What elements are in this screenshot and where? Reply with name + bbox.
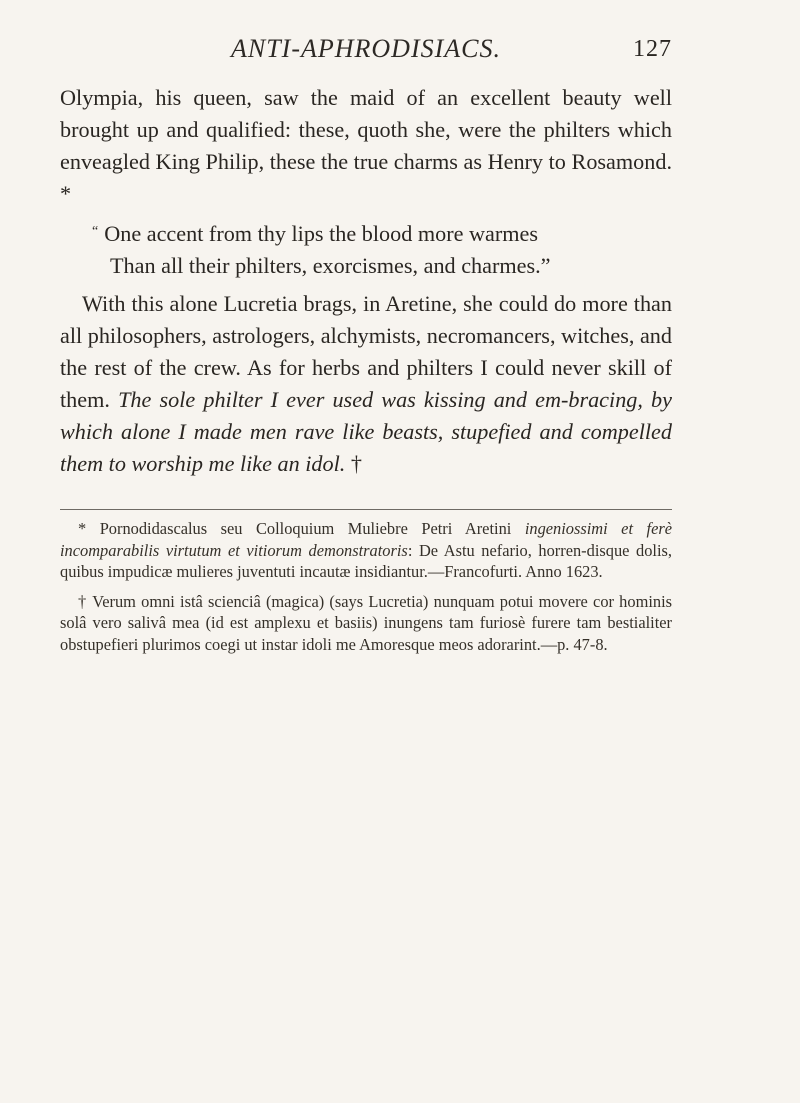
footnote-1-italic: ingeniossimi et ferè incomparabilis virtutum et vitiorum demonstratoris (60, 519, 672, 560)
paragraph-olympia: Olympia, his queen, saw the maid of an excellent beauty well brought up and qualified: these, quoth she, were the philters which enveagled King Philip, these the true charms as Henry to Rosamond. * (60, 85, 672, 206)
page-header (60, 28, 672, 68)
footnote-1 (60, 518, 672, 583)
page-number: 127 (633, 36, 672, 62)
paragraph-lucretia-roman: With this alone Lucretia brags, in Aretine, she could do more than all philosophers, astrologers, alchymists, necromancers, witches, and the rest of the crew. As for herbs and philters I could never skill of them. (60, 291, 672, 412)
main-text (60, 82, 672, 480)
footnotes (60, 518, 672, 663)
running-head: ANTI-APHRODISIACS. (230, 34, 501, 63)
footnote-1-tail: : De Astu nefario, horren-disque dolis, quibus impudicæ mulieres juventuti incautæ insidiantur.—Francofurti. Anno 1623. (60, 540, 673, 581)
verse-line-1 (92, 221, 538, 246)
footnote-2: † Verum omni istâ scienciâ (magica) (says Lucretia) nunquam potui movere cor hominis solâ vero salivâ mea (id est amplexu et basiis) inungens tam furiosè furere tam bestialiter obstupefieri plurimos coegi ut instar idoli me Amoresque meos adorarint.—p. 47-8. (60, 591, 672, 654)
open-quote-mark: “ (92, 224, 99, 239)
footnote-1-lead: * Pornodidascalus seu Colloquium Muliebre Petri Aretini (78, 519, 512, 538)
paragraph-lucretia-italic: The sole philter I ever used was kissing and em-bracing, by which alone I made men rave like beasts, stupefied and compelled them to worship me like an idol. (60, 387, 673, 476)
dagger-mark: † (350, 451, 362, 476)
verse-quote (92, 216, 672, 282)
footnote-rule (60, 509, 672, 510)
paragraph-lucretia (60, 288, 672, 480)
verse-line-2: Than all their philters, exorcismes, and charmes.” (110, 253, 551, 278)
verse-line-1-text: One accent from thy lips the blood more warmes (104, 221, 538, 246)
